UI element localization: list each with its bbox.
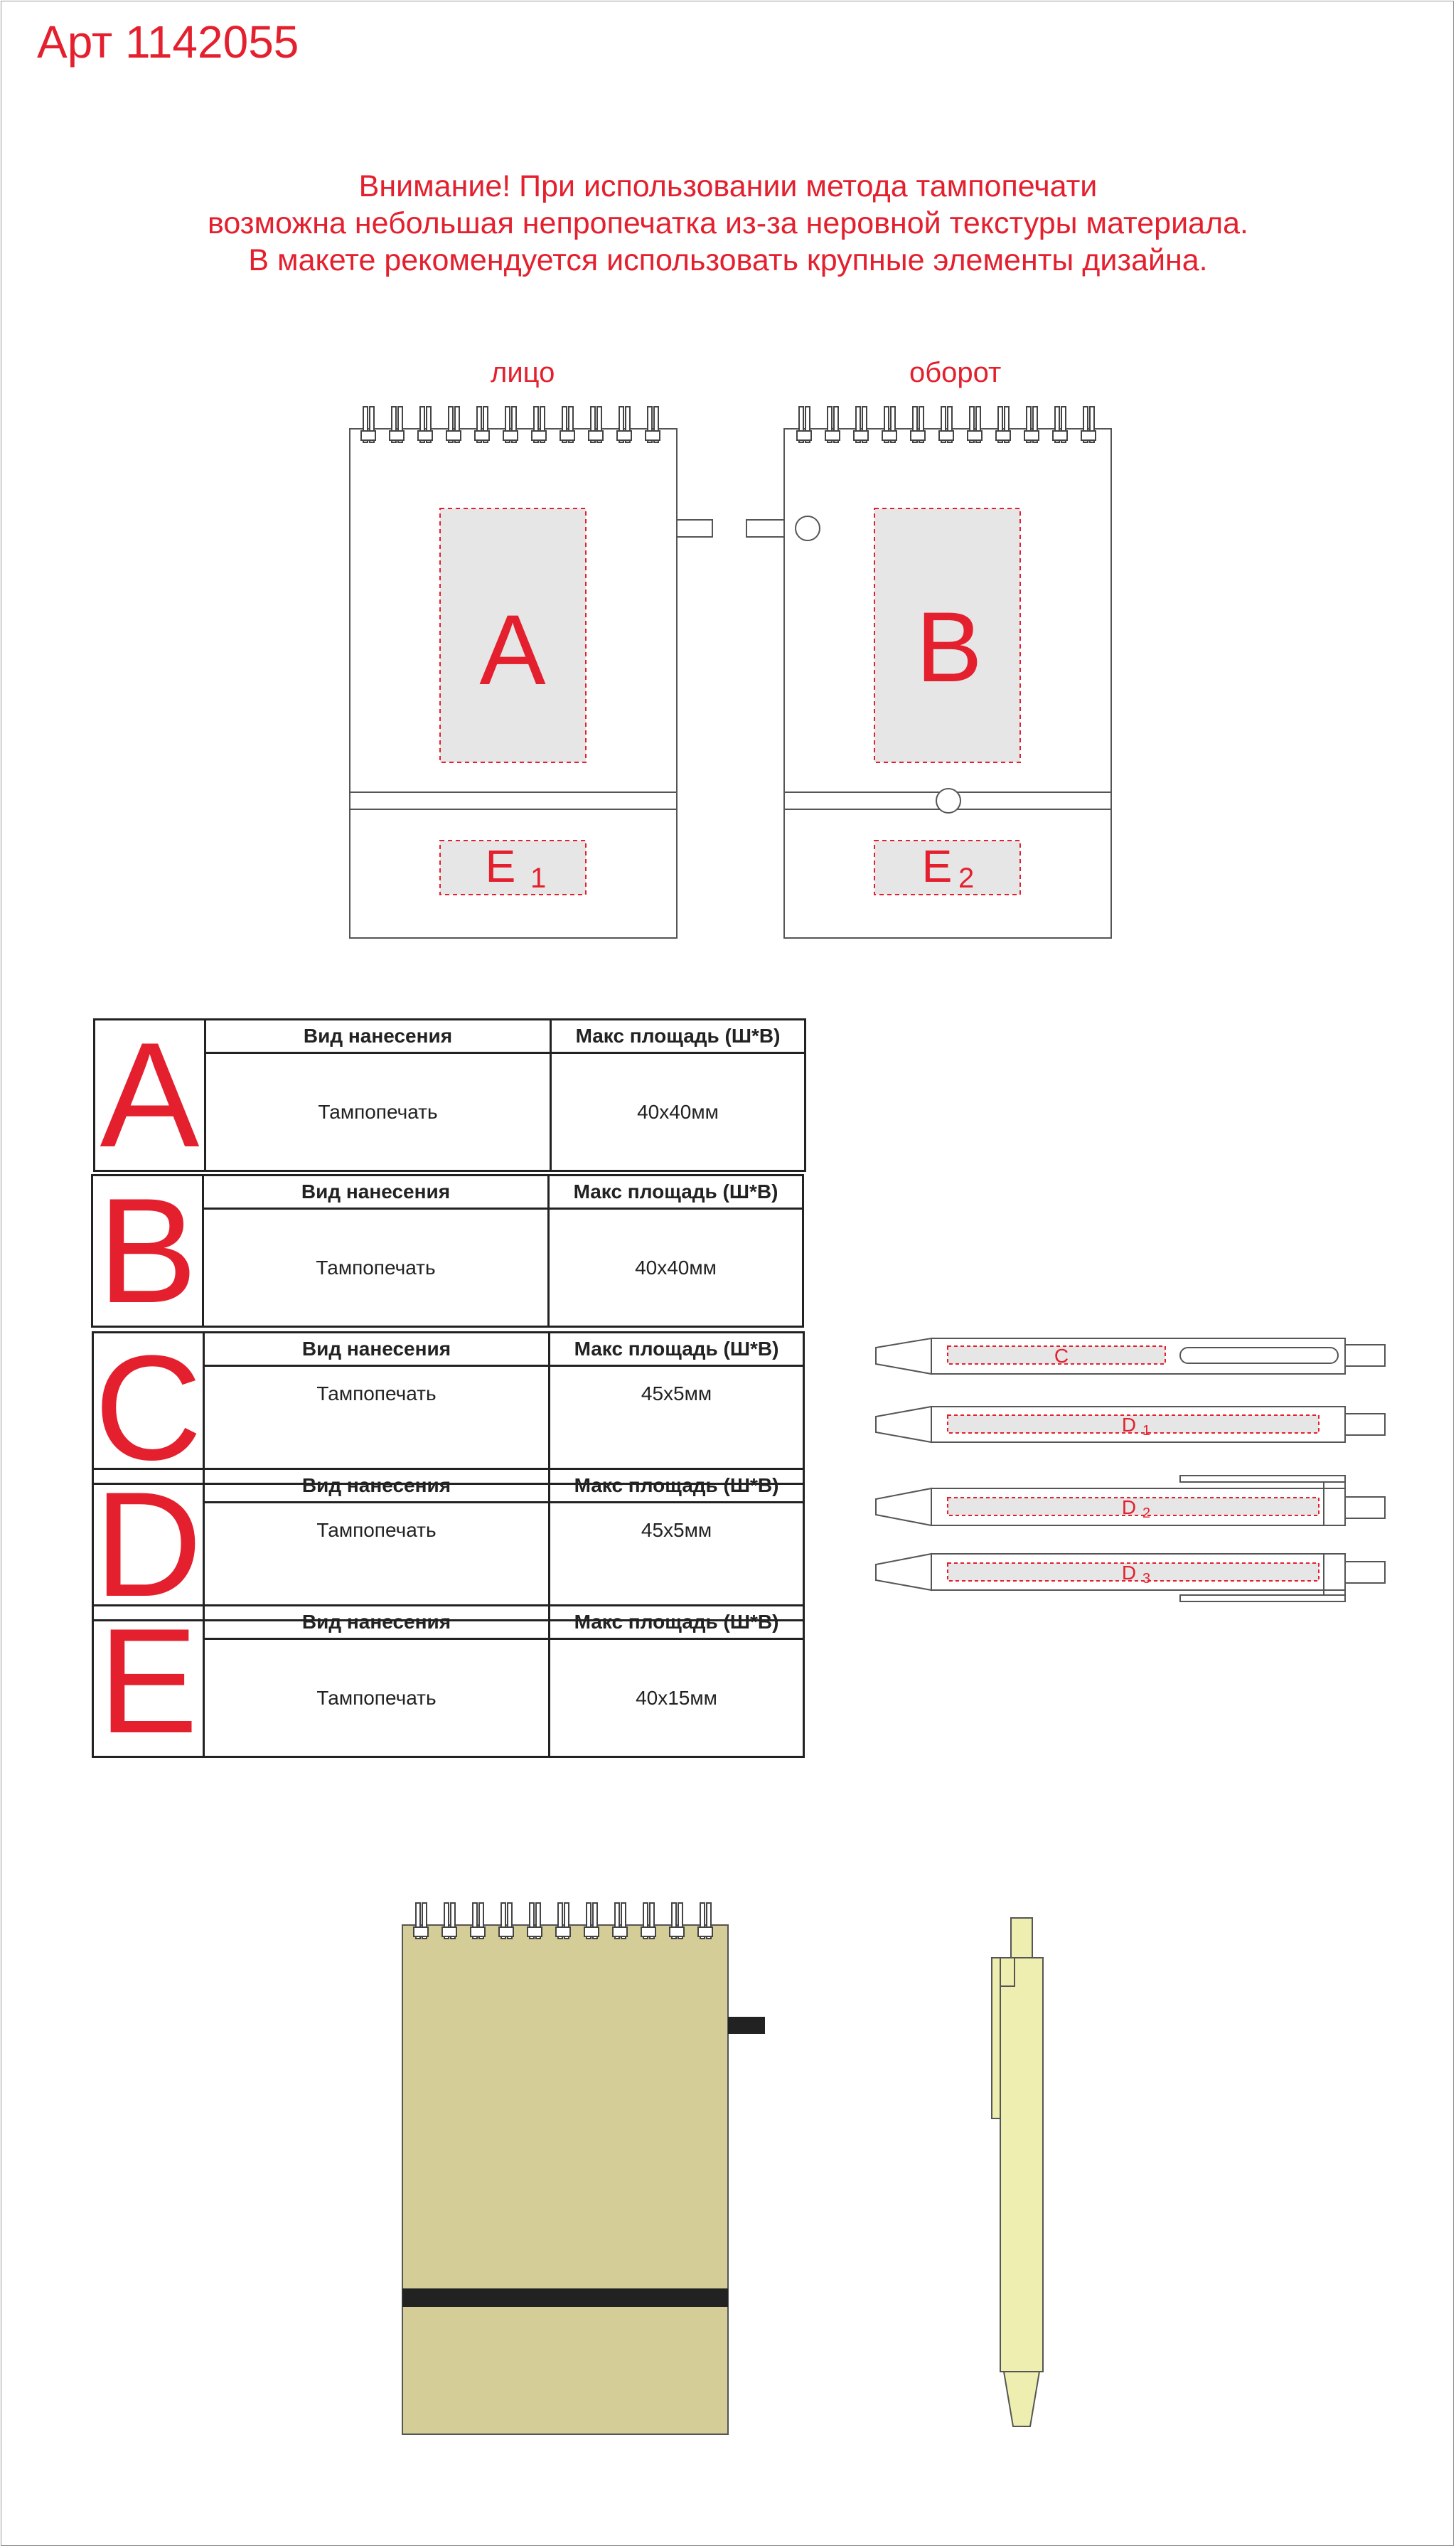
spec-size-d: 45x5мм	[550, 1503, 804, 1621]
pen-loop	[728, 2017, 765, 2034]
spec-table-b	[91, 1167, 804, 1334]
spec-letter-d: D	[93, 1469, 204, 1621]
spec-size-a: 40x40мм	[551, 1053, 805, 1171]
article-title: Арт 1142055	[37, 16, 299, 68]
spec-size-c: 45x5мм	[550, 1366, 804, 1484]
spec-header-area: Макс площадь (Ш*В)	[549, 1176, 803, 1209]
spec-header-method: Вид нанесения	[203, 1176, 549, 1209]
spec-method-c: Тампопечать	[204, 1366, 550, 1484]
spec-method-b: Тампопечать	[203, 1209, 549, 1327]
notice-line-1: Внимание! При использовании метода тампопечати	[358, 169, 1098, 203]
spec-header-area: Макс площадь (Ш*В)	[550, 1606, 804, 1639]
spec-header-method: Вид нанесения	[205, 1020, 551, 1053]
zone-label-d1-sub: 1	[1142, 1423, 1151, 1439]
notice-line-3: В макете рекомендуется использовать крупные элементы дизайна.	[248, 243, 1208, 277]
zone-label-e2: E	[921, 841, 953, 892]
spec-header-area: Макс площадь (Ш*В)	[550, 1333, 804, 1366]
zone-label-d3: D	[1121, 1562, 1137, 1584]
spec-header-method: Вид нанесения	[204, 1606, 550, 1639]
spec-header-method: Вид нанесения	[204, 1333, 550, 1366]
product-illustration	[0, 1892, 1456, 2446]
zone-label-b: B	[916, 591, 983, 703]
spec-letter-b: B	[92, 1176, 203, 1327]
notebook-diagrams	[0, 0, 1456, 996]
zone-label-d3-sub: 3	[1142, 1571, 1151, 1587]
zone-label-e1: E	[485, 841, 516, 892]
zone-label-d2-sub: 2	[1142, 1505, 1151, 1521]
spec-method-d: Тампопечать	[204, 1503, 550, 1621]
spec-letter-e: E	[93, 1606, 204, 1757]
back-view-label: оборот	[909, 357, 1002, 388]
pen-illustration	[992, 1918, 1043, 2426]
spec-header-area: Макс площадь (Ш*В)	[550, 1469, 804, 1503]
spec-method-e: Тампопечать	[204, 1639, 550, 1757]
zone-label-c: C	[1054, 1345, 1069, 1367]
elastic-band	[402, 2288, 728, 2307]
spec-size-b: 40x40мм	[549, 1209, 803, 1327]
spec-table-e	[92, 1597, 805, 1764]
notice-line-2: возможна небольшая непропечатка из-за неровной текстуры материала.	[208, 206, 1248, 240]
spec-letter-c: C	[93, 1333, 204, 1484]
front-view-label: лицо	[491, 357, 555, 388]
kraft-notebook	[402, 1925, 765, 2434]
zone-label-e1-sub: 1	[530, 863, 547, 894]
spec-header-method: Вид нанесения	[204, 1469, 550, 1503]
zone-label-a: A	[479, 594, 546, 705]
spec-letter-a: A	[95, 1020, 205, 1171]
zone-label-d1: D	[1121, 1414, 1137, 1436]
spec-header-area: Макс площадь (Ш*В)	[551, 1020, 805, 1053]
pen-diagrams	[0, 1323, 1456, 1621]
spec-method-a: Тампопечать	[205, 1053, 551, 1171]
zone-label-e2-sub: 2	[958, 863, 975, 894]
spec-size-e: 40x15мм	[550, 1639, 804, 1757]
zone-label-d2: D	[1121, 1496, 1137, 1518]
spec-table-a	[93, 1011, 806, 1178]
